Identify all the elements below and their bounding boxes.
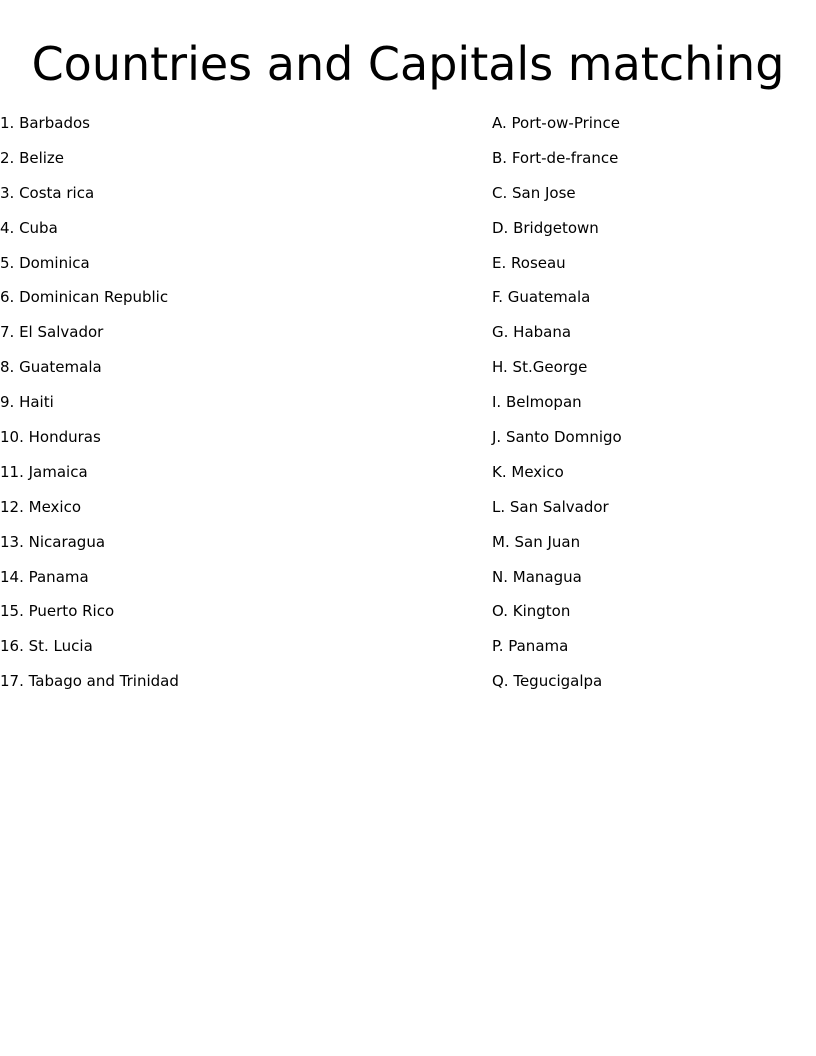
country-item: 12. Mexico — [0, 497, 81, 516]
capital-item: Q. Tegucigalpa — [492, 672, 603, 691]
country-item: 8. Guatemala — [0, 358, 102, 377]
capital-item: C. San Jose — [492, 183, 576, 202]
country-item: 3. Costa rica — [0, 183, 95, 202]
countries-list — [0, 112, 470, 705]
capital-item: K. Mexico — [492, 462, 564, 481]
country-item: 5. Dominica — [0, 253, 90, 272]
capital-item: I. Belmopan — [492, 393, 582, 412]
country-item: 14. Panama — [0, 567, 89, 586]
country-item: 6. Dominican Republic — [0, 288, 169, 307]
country-item: 17. Tabago and Trinidad — [0, 672, 179, 691]
capitals-list — [492, 112, 812, 705]
capital-item: F. Guatemala — [492, 288, 591, 307]
capital-item: A. Port-ow-Prince — [492, 114, 620, 132]
country-item: 1. Barbados — [0, 114, 90, 132]
country-item: 11. Jamaica — [0, 462, 88, 481]
capital-item: E. Roseau — [492, 253, 566, 272]
capital-item: J. Santo Domnigo — [492, 428, 622, 447]
country-item: 4. Cuba — [0, 218, 58, 237]
capital-item: N. Managua — [492, 567, 582, 586]
capital-item: P. Panama — [492, 637, 569, 656]
capital-item: H. St.George — [492, 358, 588, 377]
country-item: 2. Belize — [0, 148, 65, 167]
capital-item: M. San Juan — [492, 532, 581, 551]
capital-item: G. Habana — [492, 323, 572, 342]
country-item: 9. Haiti — [0, 393, 54, 412]
capital-item: B. Fort-de-france — [492, 148, 619, 167]
capital-item: D. Bridgetown — [492, 218, 599, 237]
country-item: 10. Honduras — [0, 428, 101, 447]
country-item: 15. Puerto Rico — [0, 602, 115, 621]
capital-item: O. Kington — [492, 602, 571, 621]
country-item: 7. El Salvador — [0, 323, 104, 342]
country-item: 13. Nicaragua — [0, 532, 106, 551]
page-title: Countries and Capitals matching — [31, 37, 785, 91]
capital-item: L. San Salvador — [492, 497, 609, 516]
country-item: 16. St. Lucia — [0, 637, 93, 656]
